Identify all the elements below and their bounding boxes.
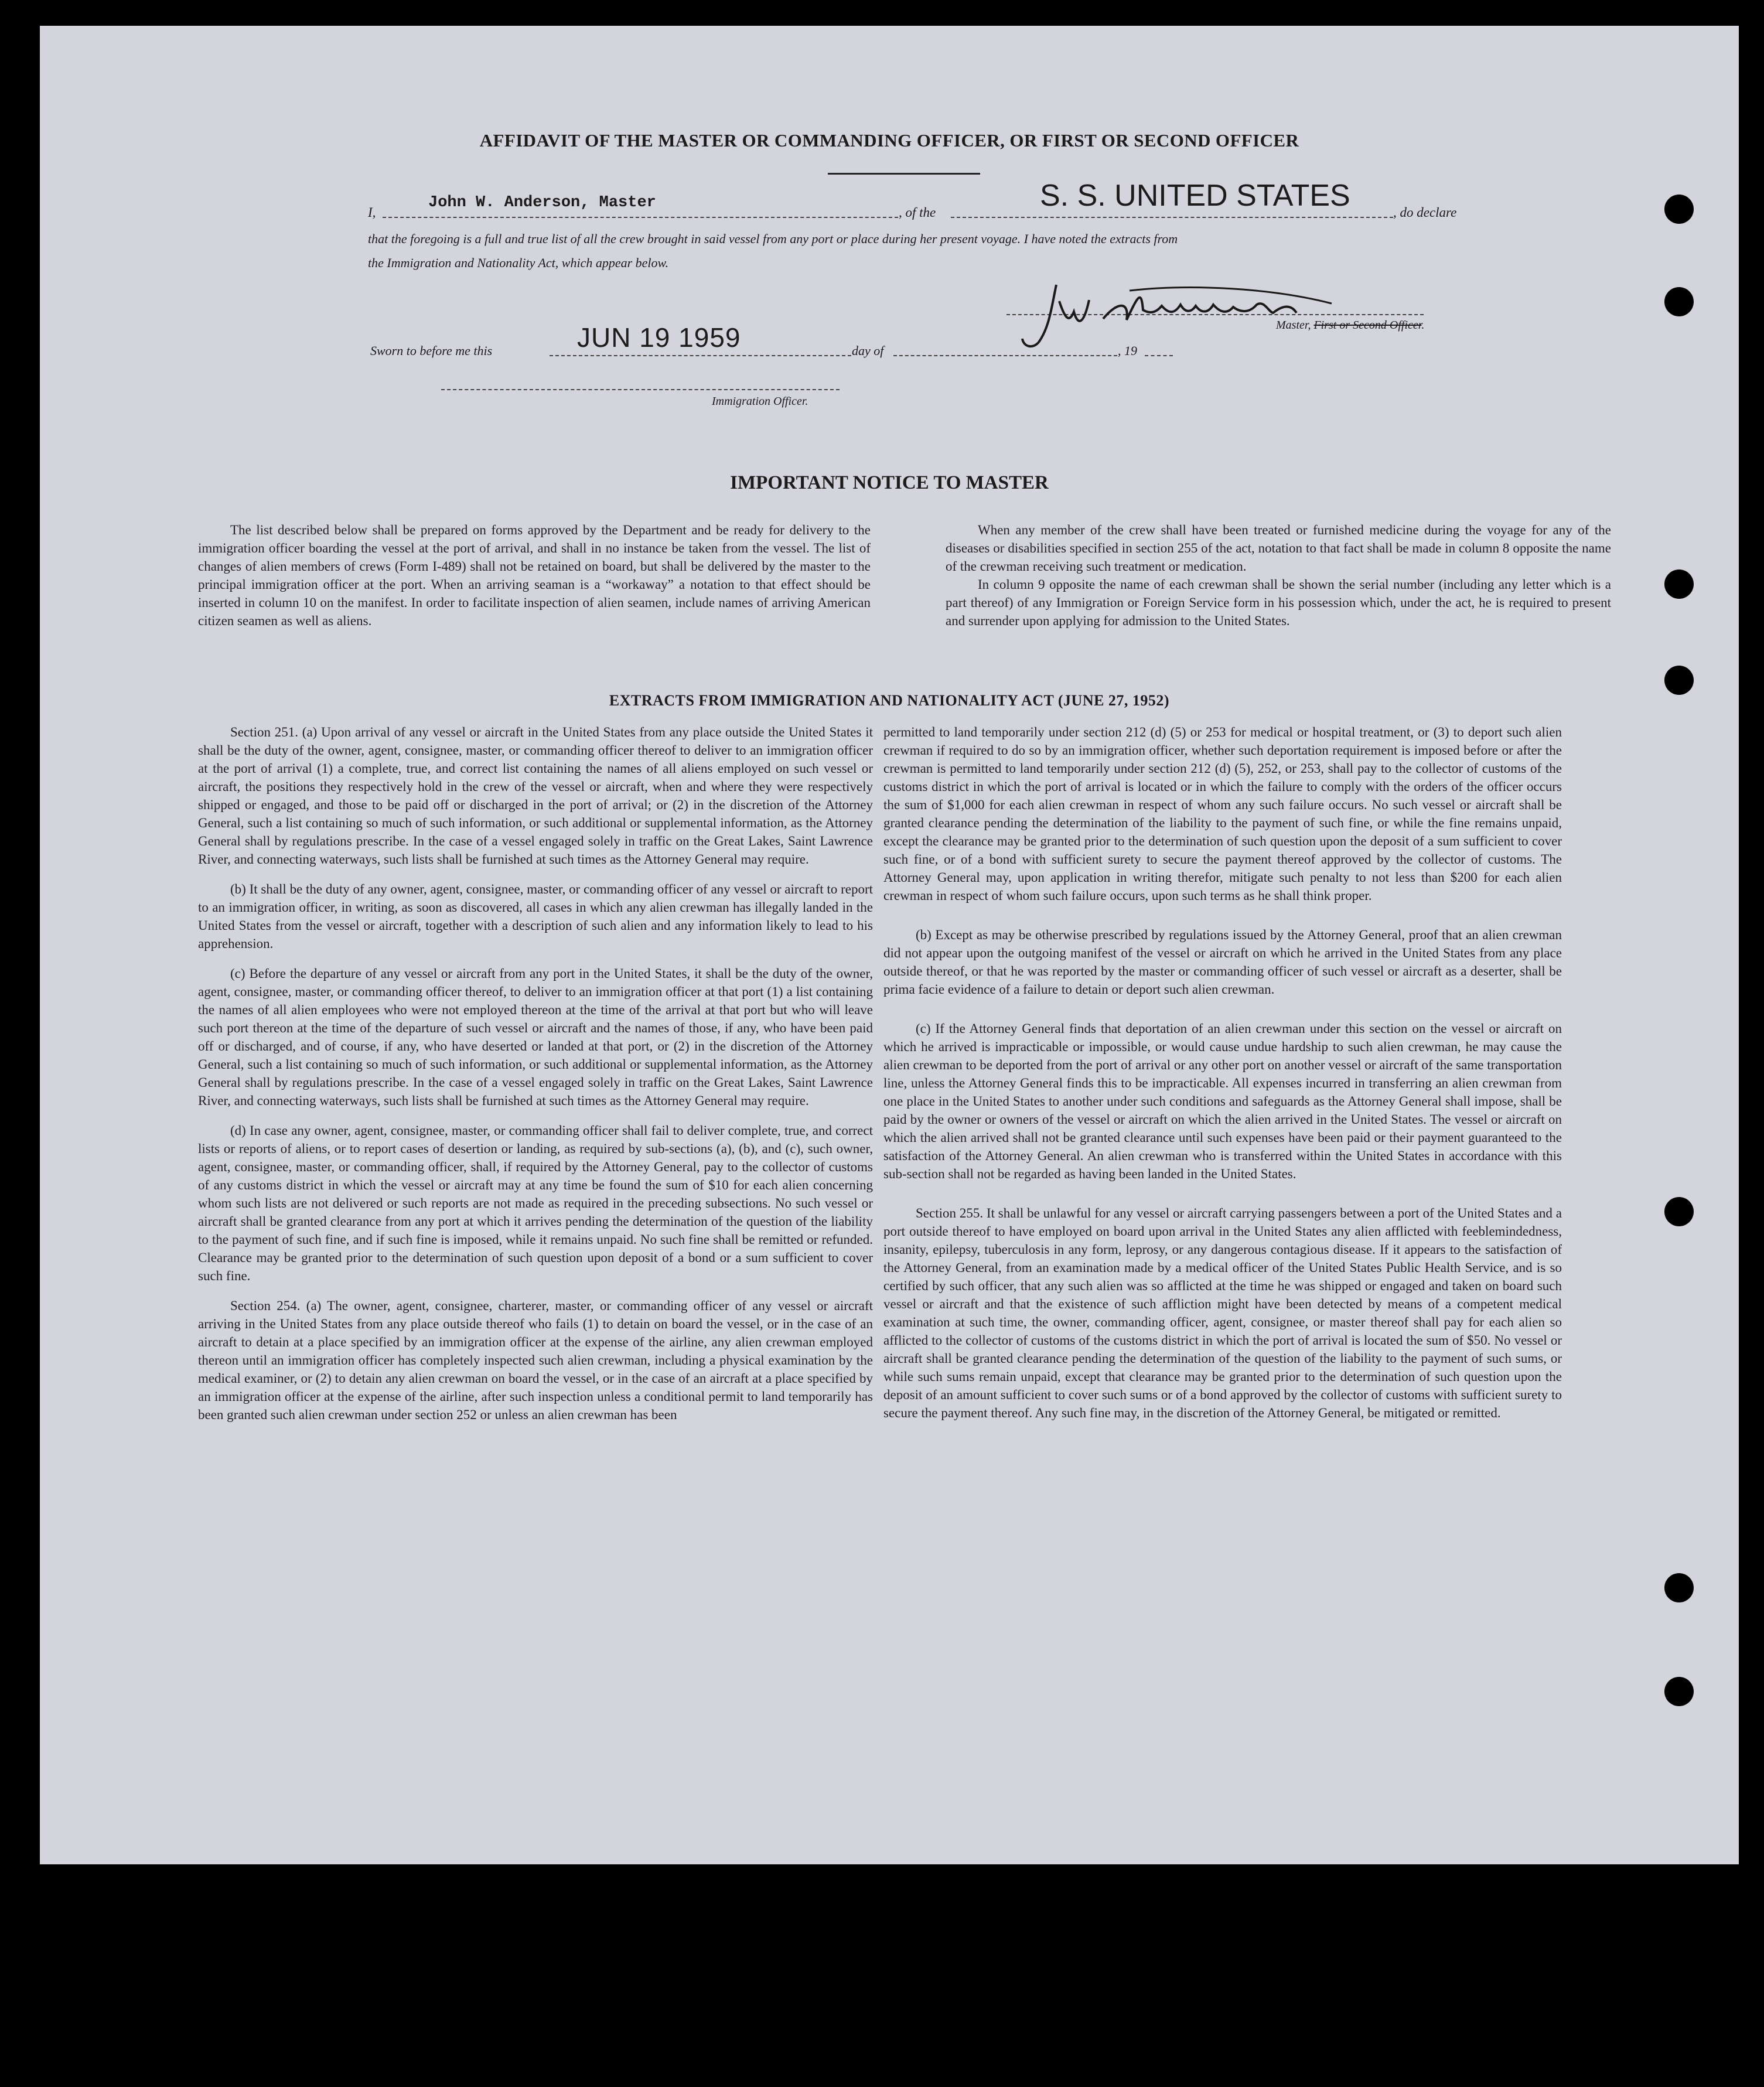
do-declare-label: , do declare [1393, 205, 1457, 220]
vessel-line [951, 217, 1393, 218]
declaration-line-2: the Immigration and Nationality Act, which appear below. [368, 255, 669, 270]
month-line [893, 355, 1117, 356]
caption-struck-officer: First or Second Officer [1313, 319, 1422, 332]
binder-hole [1664, 1573, 1694, 1602]
signature-caption [1276, 319, 1424, 332]
binder-hole [1664, 1677, 1694, 1706]
caption-master: Master, [1276, 319, 1311, 332]
notice-paragraph: When any member of the crew shall have been treated or furnished medicine during the voyage for any of the diseases or disabilities specified in section 255 of the act, notation to that fact shall be made in column 8 opposite the name of the crewman receiving such treatment or medication. [946, 523, 1611, 574]
act-paragraph: (c) Before the departure of any vessel or aircraft from any port in the United States, it shall be the duty of the owner, agent, consignee, master, or commanding officer thereof, to deliver to an immigration officer at that port (1) a list containing the names of all alien employees who were not employed thereon at the time of the arrival at that port but who will leave such port thereon at the time of the departure of such vessel or aircraft and the names of those, if any, who have been paid off or discharged, and of course, if any, who have deserted or landed at that port, or (2) in the discretion of the Attorney General, such a list containing so much of such information, or such additional or supplemental information, as the Attorney General shall by regulations prescribe. In the case of a vessel engaged solely in traffic on the Great Lakes, Saint Lawrence River, and connecting waterways, such lists shall be furnished at such times as the Attorney General may require. [198, 966, 873, 1108]
act-paragraph: (d) In case any owner, agent, consignee, master, or commanding officer shall fail to deliver complete, true, and correct lists or reports of aliens, or to report cases of desertion or landing, as required by sub-sections (a), (b), and (c), such owner, agent, consignee, master, or commanding officer, shall, if required by the Attorney General, pay to the collector of customs of any customs district in which the vessel or aircraft may at any time be found the sum of $10 for each alien concerning whom such lists are not delivered or such reports are not made as required in the preceding subsections. No such vessel or aircraft shall be granted clearance from any port at which it arrives pending the determination of the question of the liability to the payment of such fine, and if such fine is imposed, while it remains unpaid. No such fine shall be remitted or refunded. Clearance may be granted prior to the determination of such question upon deposit of a bond or a sum sufficient to cover such fine. [198, 1123, 873, 1283]
day-of-label: day of [852, 343, 884, 358]
sworn-date-stamp: JUN 19 1959 [577, 322, 741, 353]
act-paragraph: (c) If the Attorney General finds that deportation of an alien crewman under this section on the vessel or aircraft on which he arrived is impracticable or impossible, or would cause undue hardship to such alien crewman, he may cause the alien crewman to be deported from the port of arrival or any other port on another vessel or aircraft of the same transportation line, unless the Attorney General finds this to be impracticable. All expenses incurred in transferring an alien crewman from one place in the United States to another under such conditions and safeguards as the Attorney General shall impose, shall be paid by the owner or owners of the vessel or aircraft on which the alien arrived in the United States. The vessel or aircraft on which the alien arrived shall not be granted clearance until such expenses have been paid or their payment guaranteed to the satisfaction of the Attorney General. An alien crewman who is transferred within the United States in accordance with this sub-section shall not be regarded as having been landed in the United States. [883, 1021, 1562, 1181]
immigration-officer-caption: Immigration Officer. [712, 395, 808, 408]
of-the-label: , of the [899, 205, 936, 220]
notice-left-column [198, 521, 871, 642]
act-paragraph: (b) Except as may be otherwise prescribed by regulations issued by the Attorney General, proof that an alien crewman did not appear upon the outgoing manifest of the vessel or aircraft on which he arrived in the United States from any place outside thereof, or that he was reported by the master or commanding officer of such vessel or aircraft as a deserter, shall be prima facie evidence of a failure to detain or deport such alien crewman. [883, 927, 1562, 997]
extracts-left-column [198, 723, 873, 1435]
binder-hole [1664, 287, 1694, 316]
binder-hole [1664, 570, 1694, 599]
declarant-name: John W. Anderson, Master [428, 194, 656, 212]
notice-paragraph: In column 9 opposite the name of each crewman shall be shown the serial number (including any letter which is a part thereof) of any Immigration or Foreign Service form in his possession which, under the act, he is required to present and surrender upon applying for admission to the United States. [946, 577, 1611, 628]
act-paragraph: Section 251. (a) Upon arrival of any vessel or aircraft in the United States from any place outside the United States it shall be the duty of the owner, agent, consignee, master, or commanding officer thereof to deliver to an immigration officer at the port of arrival (1) a complete, true, and correct list containing the names of all aliens employed on such vessel or aircraft, the positions they respectively hold in the crew of the vessel or aircraft, when and where they were respectively shipped or engaged, and those to be paid off or discharged in the port of arrival; or (2) in the discretion of the Attorney General, such a list containing so much of such information, or such additional or supplemental information, as the Attorney General shall by regulations prescribe. In the case of a vessel engaged solely in traffic on the Great Lakes, Saint Lawrence River, and connecting waterways, such lists shall be furnished at such times as the Attorney General may require. [198, 725, 873, 867]
sworn-label: Sworn to before me this [370, 343, 493, 358]
declaration-line-1: that the foregoing is a full and true list of all the crew brought in said vessel from any port or place during her present voyage. I have noted the extracts from [368, 231, 1178, 246]
declarant-label: I, [368, 205, 376, 220]
binder-hole [1664, 666, 1694, 695]
title-rule [828, 173, 980, 175]
document-page [40, 26, 1739, 1864]
act-paragraph: permitted to land temporarily under section 212 (d) (5) or 253 for medical or hospital treatment, or (3) to deport such alien crewman if required to do so by an immigration officer, whether such deportation requirement is imposed before or after the crewman is permitted to land temporarily under section 212 (d) (5), 252, or 253, shall pay to the collector of customs of the customs district in which the port of arrival is located or in which the failure to comply with the orders of the officer occurs the sum of $1,000 for each alien crewman in respect of whom any such failure occurs. No such vessel or aircraft shall be granted clearance pending the determination of the liability to the payment of such fine, or while the fine remains unpaid, except the clearance may be granted prior to the determination of such question upon the deposit of a sum sufficient to cover such fine, or of a bond with sufficient surety to secure the payment thereof approved by the collector of customs. The Attorney General may, upon application in writing therefor, mitigate such penalty to not less than $200 for each alien crewman in respect of whom such failure occurs, upon such terms as he shall think proper. [883, 725, 1562, 903]
notice-right-column [946, 521, 1611, 642]
declarant-name-line [383, 217, 898, 218]
act-paragraph: Section 255. It shall be unlawful for any vessel or aircraft carrying passengers between a port of the United States and a port outside thereof to have employed on board upon arrival in the United States any alien afflicted with feeblemindedness, insanity, epilepsy, tuberculosis in any form, leprosy, or any dangerous contagious disease. If it appears to the satisfaction of the Attorney General, from an examination made by a medical officer of the United States Public Health Service, and is so certified by such officer, that any such alien was so afflicted at the time he was shipped or engaged and taken on board such vessel or aircraft and that the existence of such affliction might have been detected by means of a competent medical examination at such time, the owner, commanding officer, agent, consignee, or master thereof shall pay for each alien so afflicted to the collector of customs of the customs district in which the port of arrival is located the sum of $50. No vessel or aircraft shall be granted clearance pending the determination of the question of the liability to the payment of such sums, or while such sums remain unpaid, except that clearance may be granted prior to the determination of such question upon the deposit of an amount sufficient to cover such sums or of a bond approved by the collector of customs with sufficient surety to secure the payment thereof. Any such fine may, in the discretion of the Attorney General, be mitigated or remitted. [883, 1206, 1562, 1420]
vessel-name: S. S. UNITED STATES [1040, 179, 1350, 213]
year-line [1145, 355, 1173, 356]
act-paragraph: Section 254. (a) The owner, agent, consignee, charterer, master, or commanding officer of any vessel or aircraft arriving in the United States from any place outside thereof who fails (1) to detain on board the vessel, or in the case of an aircraft to detain at a place specified by an immigration officer at the expense of the airline, any alien crewman employed thereon until an immigration officer has completely inspected such alien crewman, including a physical examination by the medical examiner, or (2) to detain any alien crewman on board the vessel, or in the case of an aircraft at a place specified by an immigration officer at the expense of the airline, after such inspection unless a conditional permit to land temporarily has been granted such alien crewman under section 252 or unless an alien crewman has been [198, 1298, 873, 1422]
sworn-date-line [550, 355, 851, 356]
immigration-officer-line [441, 389, 840, 390]
binder-hole [1664, 1197, 1694, 1226]
year-prefix: , 19 [1118, 343, 1137, 358]
extracts-title: EXTRACTS FROM IMMIGRATION AND NATIONALITY ACT (JUNE 27, 1952) [609, 692, 1170, 709]
notice-paragraph: The list described below shall be prepared on forms approved by the Department and be ready for delivery to the immigration officer boarding the vessel at the port of arrival, and shall in no instance be taken from the vessel. The list of changes of alien members of crews (Form I-489) shall not be retained on board, but shall be delivered by the master to the principal immigration officer at the port. When an arriving seaman is a “workaway” a notation to that effect should be inserted in column 10 on the manifest. In order to facilitate inspection of alien seamen, include names of arriving American citizen seamen as well as aliens. [198, 523, 871, 628]
caption-period: . [1421, 319, 1425, 332]
extracts-right-column [883, 723, 1562, 1434]
affidavit-title: AFFIDAVIT OF THE MASTER OR COMMANDING OFFICER, OR FIRST OR SECOND OFFICER [479, 130, 1299, 151]
notice-title: IMPORTANT NOTICE TO MASTER [730, 472, 1049, 493]
master-signature [1015, 278, 1379, 354]
binder-hole [1664, 195, 1694, 224]
act-paragraph: (b) It shall be the duty of any owner, agent, consignee, master, or commanding officer of any vessel or aircraft to report to an immigration officer, in writing, as soon as discovered, all cases in which any alien crewman has illegally landed in the United States from the vessel or aircraft, together with a description of such alien and any information likely to lead to his apprehension. [198, 882, 873, 951]
